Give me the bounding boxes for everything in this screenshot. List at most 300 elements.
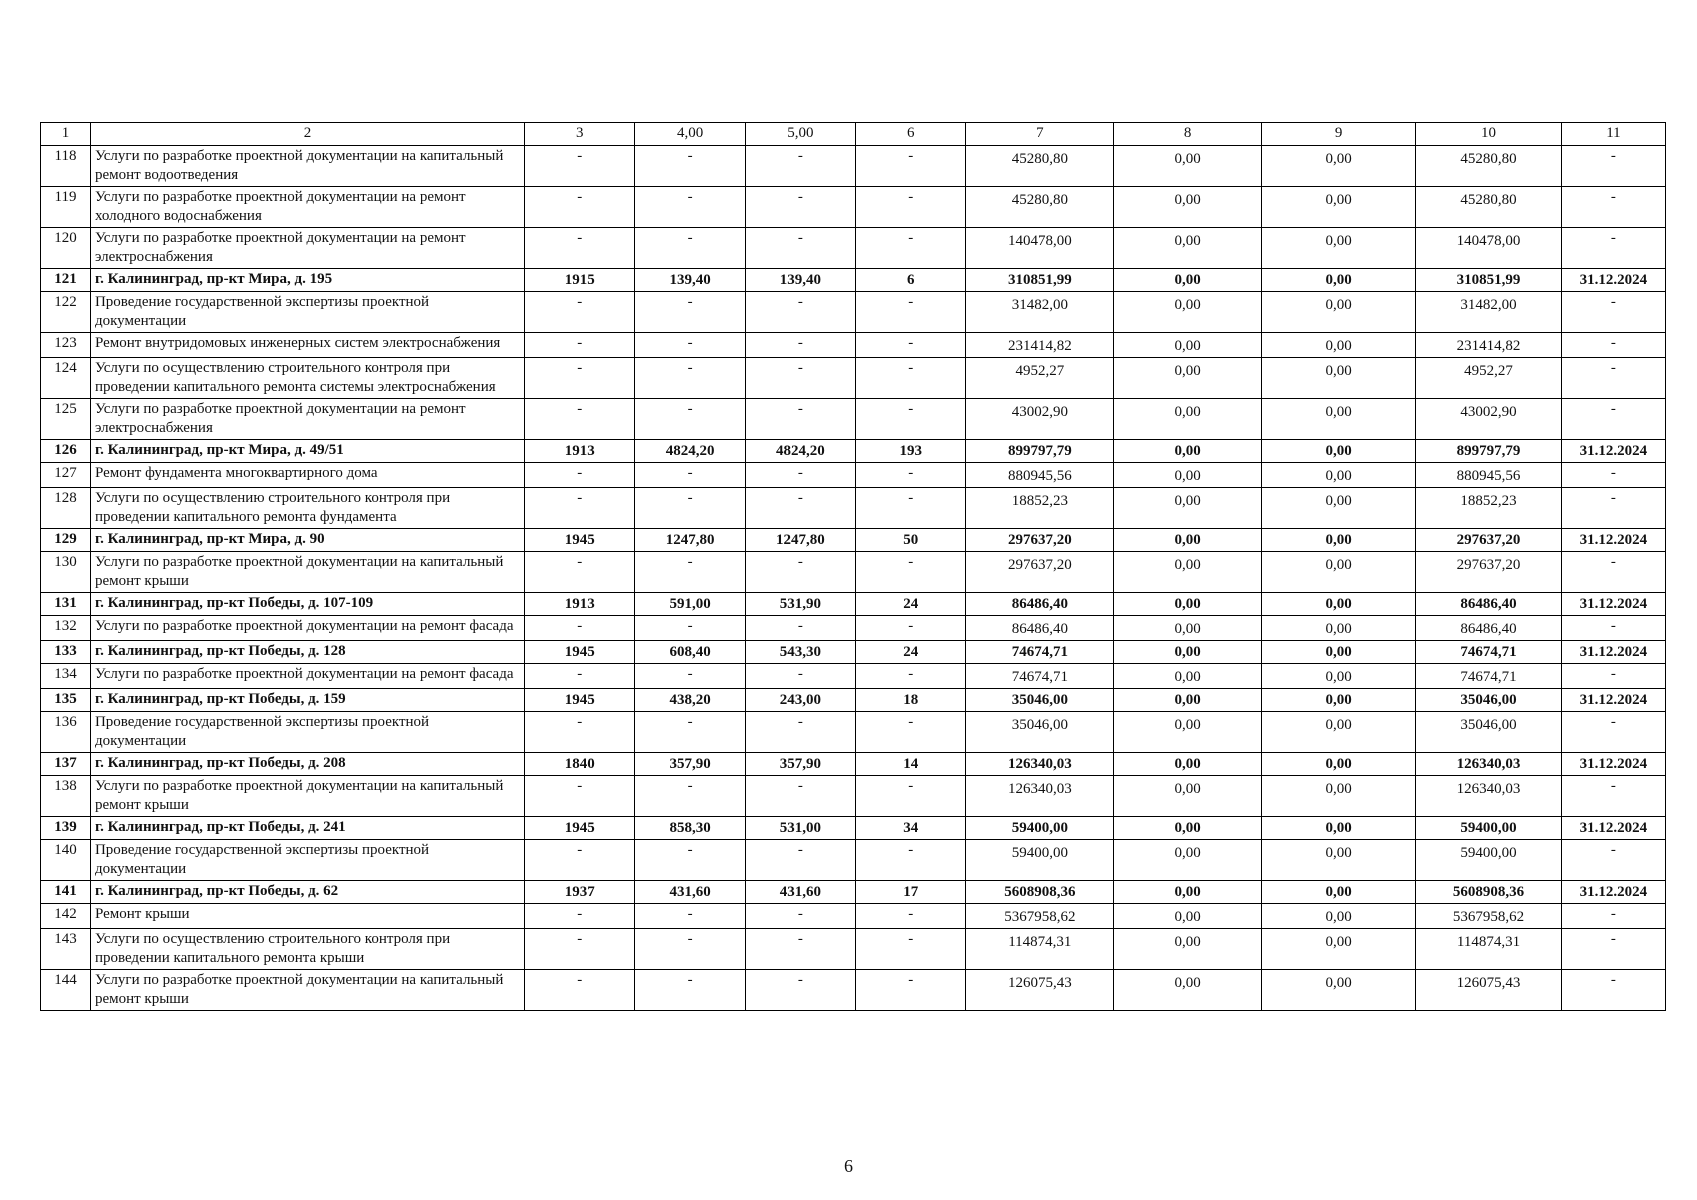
cost-owner-cell: 35046,00: [1416, 689, 1562, 712]
cost-fund-cell: 0,00: [1114, 552, 1262, 593]
residents-cell: -: [856, 664, 966, 689]
cost-fund-cell: 0,00: [1114, 689, 1262, 712]
cost-other-cell: 0,00: [1262, 881, 1416, 904]
area-living-cell: 431,60: [745, 881, 855, 904]
cost-fund-cell: 0,00: [1114, 817, 1262, 840]
column-number-row: [41, 123, 1666, 146]
row-number: 122: [41, 292, 91, 333]
area-total-cell: -: [635, 552, 745, 593]
work-row: [41, 333, 1666, 358]
cost-owner-cell: 45280,80: [1416, 146, 1562, 187]
area-total-cell: 1247,80: [635, 529, 745, 552]
area-total-cell: -: [635, 333, 745, 358]
address-row: [41, 440, 1666, 463]
header-cell: 6: [856, 123, 966, 146]
year-cell: -: [525, 929, 635, 970]
area-living-cell: 139,40: [745, 269, 855, 292]
cost-owner-cell: 18852,23: [1416, 488, 1562, 529]
header-cell: 4,00: [635, 123, 745, 146]
cost-total-cell: 297637,20: [966, 552, 1114, 593]
residents-cell: -: [856, 187, 966, 228]
row-number: 124: [41, 358, 91, 399]
row-number: 136: [41, 712, 91, 753]
area-living-cell: -: [745, 292, 855, 333]
area-total-cell: -: [635, 776, 745, 817]
year-cell: 1945: [525, 529, 635, 552]
row-number: 127: [41, 463, 91, 488]
cost-total-cell: 59400,00: [966, 840, 1114, 881]
row-number: 131: [41, 593, 91, 616]
area-living-cell: 531,00: [745, 817, 855, 840]
cost-fund-cell: 0,00: [1114, 641, 1262, 664]
residents-cell: -: [856, 228, 966, 269]
work-row: [41, 399, 1666, 440]
cost-owner-cell: 59400,00: [1416, 840, 1562, 881]
area-living-cell: 531,90: [745, 593, 855, 616]
year-cell: 1937: [525, 881, 635, 904]
row-name: Услуги по разработке проектной документации на ремонт фасада: [90, 616, 524, 641]
cost-owner-cell: 114874,31: [1416, 929, 1562, 970]
cost-other-cell: 0,00: [1262, 970, 1416, 1011]
header-cell: 10: [1416, 123, 1562, 146]
cost-fund-cell: 0,00: [1114, 970, 1262, 1011]
address-row: [41, 753, 1666, 776]
cost-total-cell: 114874,31: [966, 929, 1114, 970]
header-cell: 1: [41, 123, 91, 146]
cost-other-cell: 0,00: [1262, 228, 1416, 269]
row-number: 128: [41, 488, 91, 529]
deadline-cell: -: [1561, 333, 1665, 358]
cost-total-cell: 899797,79: [966, 440, 1114, 463]
area-total-cell: -: [635, 616, 745, 641]
area-total-cell: -: [635, 187, 745, 228]
address-row: [41, 817, 1666, 840]
residents-cell: -: [856, 840, 966, 881]
cost-total-cell: 126340,03: [966, 776, 1114, 817]
cost-owner-cell: 59400,00: [1416, 817, 1562, 840]
cost-fund-cell: 0,00: [1114, 881, 1262, 904]
area-total-cell: 4824,20: [635, 440, 745, 463]
row-number: 140: [41, 840, 91, 881]
residents-cell: 24: [856, 593, 966, 616]
register-body: [41, 123, 1666, 1011]
deadline-cell: -: [1561, 463, 1665, 488]
cost-total-cell: 231414,82: [966, 333, 1114, 358]
row-number: 119: [41, 187, 91, 228]
area-total-cell: -: [635, 358, 745, 399]
residents-cell: -: [856, 712, 966, 753]
register-table: [40, 122, 1666, 1011]
row-name: г. Калининград, пр-кт Победы, д. 241: [90, 817, 524, 840]
work-row: [41, 776, 1666, 817]
residents-cell: -: [856, 904, 966, 929]
area-total-cell: 858,30: [635, 817, 745, 840]
cost-fund-cell: 0,00: [1114, 228, 1262, 269]
header-cell: 8: [1114, 123, 1262, 146]
cost-owner-cell: 126340,03: [1416, 753, 1562, 776]
year-cell: -: [525, 187, 635, 228]
address-row: [41, 593, 1666, 616]
cost-owner-cell: 899797,79: [1416, 440, 1562, 463]
work-row: [41, 187, 1666, 228]
area-living-cell: -: [745, 929, 855, 970]
row-number: 142: [41, 904, 91, 929]
row-name: Услуги по разработке проектной документации на ремонт фасада: [90, 664, 524, 689]
residents-cell: 18: [856, 689, 966, 712]
row-name: Услуги по разработке проектной документации на капитальный ремонт крыши: [90, 552, 524, 593]
deadline-cell: -: [1561, 929, 1665, 970]
area-total-cell: -: [635, 463, 745, 488]
row-name: Проведение государственной экспертизы проектной документации: [90, 292, 524, 333]
cost-total-cell: 140478,00: [966, 228, 1114, 269]
deadline-cell: -: [1561, 616, 1665, 641]
row-name: Услуги по разработке проектной документации на ремонт электроснабжения: [90, 399, 524, 440]
residents-cell: 24: [856, 641, 966, 664]
row-name: Услуги по разработке проектной документации на капитальный ремонт водоотведения: [90, 146, 524, 187]
address-row: [41, 641, 1666, 664]
residents-cell: -: [856, 292, 966, 333]
cost-owner-cell: 31482,00: [1416, 292, 1562, 333]
work-row: [41, 712, 1666, 753]
cost-other-cell: 0,00: [1262, 529, 1416, 552]
cost-owner-cell: 35046,00: [1416, 712, 1562, 753]
cost-owner-cell: 5367958,62: [1416, 904, 1562, 929]
row-name: Услуги по разработке проектной документации на капитальный ремонт крыши: [90, 970, 524, 1011]
area-total-cell: 591,00: [635, 593, 745, 616]
cost-fund-cell: 0,00: [1114, 753, 1262, 776]
row-number: 118: [41, 146, 91, 187]
area-living-cell: -: [745, 399, 855, 440]
row-number: 135: [41, 689, 91, 712]
row-name: г. Калининград, пр-кт Победы, д. 107-109: [90, 593, 524, 616]
row-name: Услуги по осуществлению строительного контроля при проведении капитального ремонта фундамента: [90, 488, 524, 529]
area-living-cell: 243,00: [745, 689, 855, 712]
cost-owner-cell: 43002,90: [1416, 399, 1562, 440]
cost-owner-cell: 45280,80: [1416, 187, 1562, 228]
cost-owner-cell: 140478,00: [1416, 228, 1562, 269]
row-number: 129: [41, 529, 91, 552]
cost-total-cell: 86486,40: [966, 593, 1114, 616]
deadline-cell: -: [1561, 292, 1665, 333]
cost-other-cell: 0,00: [1262, 488, 1416, 529]
area-total-cell: -: [635, 840, 745, 881]
deadline-cell: 31.12.2024: [1561, 593, 1665, 616]
cost-other-cell: 0,00: [1262, 840, 1416, 881]
cost-total-cell: 74674,71: [966, 664, 1114, 689]
row-number: 138: [41, 776, 91, 817]
year-cell: -: [525, 399, 635, 440]
area-living-cell: -: [745, 776, 855, 817]
residents-cell: -: [856, 358, 966, 399]
year-cell: -: [525, 970, 635, 1011]
cost-other-cell: 0,00: [1262, 689, 1416, 712]
residents-cell: 6: [856, 269, 966, 292]
cost-total-cell: 31482,00: [966, 292, 1114, 333]
area-total-cell: 431,60: [635, 881, 745, 904]
residents-cell: -: [856, 146, 966, 187]
deadline-cell: 31.12.2024: [1561, 440, 1665, 463]
area-total-cell: -: [635, 929, 745, 970]
residents-cell: 34: [856, 817, 966, 840]
residents-cell: 50: [856, 529, 966, 552]
cost-total-cell: 45280,80: [966, 146, 1114, 187]
deadline-cell: 31.12.2024: [1561, 881, 1665, 904]
row-name: г. Калининград, пр-кт Мира, д. 49/51: [90, 440, 524, 463]
cost-owner-cell: 86486,40: [1416, 593, 1562, 616]
area-total-cell: -: [635, 228, 745, 269]
area-total-cell: -: [635, 712, 745, 753]
cost-fund-cell: 0,00: [1114, 269, 1262, 292]
area-total-cell: -: [635, 146, 745, 187]
area-living-cell: -: [745, 463, 855, 488]
year-cell: 1913: [525, 593, 635, 616]
row-name: Ремонт крыши: [90, 904, 524, 929]
deadline-cell: -: [1561, 712, 1665, 753]
cost-total-cell: 45280,80: [966, 187, 1114, 228]
row-number: 121: [41, 269, 91, 292]
cost-fund-cell: 0,00: [1114, 463, 1262, 488]
residents-cell: -: [856, 488, 966, 529]
cost-other-cell: 0,00: [1262, 593, 1416, 616]
row-number: 134: [41, 664, 91, 689]
row-name: г. Калининград, пр-кт Победы, д. 159: [90, 689, 524, 712]
deadline-cell: -: [1561, 399, 1665, 440]
cost-fund-cell: 0,00: [1114, 712, 1262, 753]
residents-cell: 17: [856, 881, 966, 904]
deadline-cell: -: [1561, 776, 1665, 817]
residents-cell: -: [856, 399, 966, 440]
header-cell: 11: [1561, 123, 1665, 146]
row-number: 141: [41, 881, 91, 904]
cost-owner-cell: 297637,20: [1416, 552, 1562, 593]
header-cell: 2: [90, 123, 524, 146]
row-name: Ремонт фундамента многоквартирного дома: [90, 463, 524, 488]
row-number: 130: [41, 552, 91, 593]
cost-other-cell: 0,00: [1262, 399, 1416, 440]
area-living-cell: -: [745, 840, 855, 881]
address-row: [41, 689, 1666, 712]
work-row: [41, 292, 1666, 333]
work-row: [41, 488, 1666, 529]
deadline-cell: 31.12.2024: [1561, 529, 1665, 552]
cost-total-cell: 18852,23: [966, 488, 1114, 529]
cost-total-cell: 880945,56: [966, 463, 1114, 488]
year-cell: -: [525, 358, 635, 399]
row-name: г. Калининград, пр-кт Мира, д. 90: [90, 529, 524, 552]
deadline-cell: -: [1561, 552, 1665, 593]
cost-other-cell: 0,00: [1262, 552, 1416, 593]
area-living-cell: -: [745, 616, 855, 641]
area-living-cell: -: [745, 904, 855, 929]
cost-owner-cell: 310851,99: [1416, 269, 1562, 292]
area-living-cell: -: [745, 970, 855, 1011]
deadline-cell: 31.12.2024: [1561, 817, 1665, 840]
cost-total-cell: 4952,27: [966, 358, 1114, 399]
row-number: 123: [41, 333, 91, 358]
residents-cell: -: [856, 463, 966, 488]
row-name: г. Калининград, пр-кт Победы, д. 62: [90, 881, 524, 904]
cost-total-cell: 86486,40: [966, 616, 1114, 641]
cost-other-cell: 0,00: [1262, 358, 1416, 399]
cost-owner-cell: 4952,27: [1416, 358, 1562, 399]
year-cell: -: [525, 840, 635, 881]
cost-total-cell: 5367958,62: [966, 904, 1114, 929]
year-cell: -: [525, 463, 635, 488]
deadline-cell: -: [1561, 840, 1665, 881]
residents-cell: -: [856, 616, 966, 641]
row-name: г. Калининград, пр-кт Мира, д. 195: [90, 269, 524, 292]
row-number: 132: [41, 616, 91, 641]
year-cell: 1945: [525, 641, 635, 664]
area-living-cell: -: [745, 488, 855, 529]
year-cell: -: [525, 552, 635, 593]
cost-total-cell: 59400,00: [966, 817, 1114, 840]
area-total-cell: 357,90: [635, 753, 745, 776]
work-row: [41, 929, 1666, 970]
year-cell: 1915: [525, 269, 635, 292]
work-row: [41, 146, 1666, 187]
cost-other-cell: 0,00: [1262, 904, 1416, 929]
cost-total-cell: 126075,43: [966, 970, 1114, 1011]
cost-other-cell: 0,00: [1262, 929, 1416, 970]
area-living-cell: -: [745, 358, 855, 399]
cost-total-cell: 43002,90: [966, 399, 1114, 440]
year-cell: -: [525, 292, 635, 333]
work-row: [41, 616, 1666, 641]
cost-other-cell: 0,00: [1262, 440, 1416, 463]
row-name: Проведение государственной экспертизы проектной документации: [90, 840, 524, 881]
area-total-cell: 608,40: [635, 641, 745, 664]
row-number: 137: [41, 753, 91, 776]
year-cell: 1913: [525, 440, 635, 463]
area-living-cell: -: [745, 228, 855, 269]
deadline-cell: -: [1561, 970, 1665, 1011]
deadline-cell: 31.12.2024: [1561, 269, 1665, 292]
row-name: Услуги по осуществлению строительного контроля при проведении капитального ремонта крыши: [90, 929, 524, 970]
cost-owner-cell: 126075,43: [1416, 970, 1562, 1011]
cost-total-cell: 297637,20: [966, 529, 1114, 552]
deadline-cell: -: [1561, 187, 1665, 228]
cost-total-cell: 74674,71: [966, 641, 1114, 664]
cost-fund-cell: 0,00: [1114, 664, 1262, 689]
area-total-cell: -: [635, 292, 745, 333]
row-number: 144: [41, 970, 91, 1011]
cost-other-cell: 0,00: [1262, 187, 1416, 228]
deadline-cell: -: [1561, 358, 1665, 399]
cost-owner-cell: 231414,82: [1416, 333, 1562, 358]
cost-owner-cell: 74674,71: [1416, 664, 1562, 689]
row-number: 133: [41, 641, 91, 664]
row-name: г. Калининград, пр-кт Победы, д. 128: [90, 641, 524, 664]
cost-owner-cell: 86486,40: [1416, 616, 1562, 641]
cost-owner-cell: 880945,56: [1416, 463, 1562, 488]
deadline-cell: -: [1561, 228, 1665, 269]
row-number: 126: [41, 440, 91, 463]
deadline-cell: -: [1561, 664, 1665, 689]
cost-fund-cell: 0,00: [1114, 187, 1262, 228]
cost-fund-cell: 0,00: [1114, 929, 1262, 970]
header-cell: 5,00: [745, 123, 855, 146]
year-cell: -: [525, 776, 635, 817]
cost-owner-cell: 74674,71: [1416, 641, 1562, 664]
row-number: 125: [41, 399, 91, 440]
year-cell: -: [525, 904, 635, 929]
header-cell: 9: [1262, 123, 1416, 146]
area-living-cell: -: [745, 712, 855, 753]
deadline-cell: 31.12.2024: [1561, 641, 1665, 664]
cost-fund-cell: 0,00: [1114, 488, 1262, 529]
year-cell: -: [525, 228, 635, 269]
cost-other-cell: 0,00: [1262, 292, 1416, 333]
residents-cell: -: [856, 552, 966, 593]
area-total-cell: 438,20: [635, 689, 745, 712]
work-row: [41, 970, 1666, 1011]
row-number: 139: [41, 817, 91, 840]
area-living-cell: -: [745, 333, 855, 358]
cost-fund-cell: 0,00: [1114, 333, 1262, 358]
cost-other-cell: 0,00: [1262, 776, 1416, 817]
residents-cell: -: [856, 776, 966, 817]
cost-fund-cell: 0,00: [1114, 292, 1262, 333]
residents-cell: 193: [856, 440, 966, 463]
cost-owner-cell: 126340,03: [1416, 776, 1562, 817]
row-number: 120: [41, 228, 91, 269]
residents-cell: -: [856, 970, 966, 1011]
area-total-cell: -: [635, 664, 745, 689]
row-name: Ремонт внутридомовых инженерных систем электроснабжения: [90, 333, 524, 358]
cost-other-cell: 0,00: [1262, 616, 1416, 641]
area-living-cell: -: [745, 664, 855, 689]
year-cell: 1840: [525, 753, 635, 776]
cost-total-cell: 35046,00: [966, 712, 1114, 753]
row-name: Услуги по разработке проектной документации на капитальный ремонт крыши: [90, 776, 524, 817]
area-living-cell: 543,30: [745, 641, 855, 664]
cost-other-cell: 0,00: [1262, 146, 1416, 187]
area-total-cell: 139,40: [635, 269, 745, 292]
cost-total-cell: 5608908,36: [966, 881, 1114, 904]
area-living-cell: 1247,80: [745, 529, 855, 552]
cost-other-cell: 0,00: [1262, 269, 1416, 292]
area-total-cell: -: [635, 904, 745, 929]
residents-cell: 14: [856, 753, 966, 776]
cost-fund-cell: 0,00: [1114, 616, 1262, 641]
work-row: [41, 664, 1666, 689]
cost-fund-cell: 0,00: [1114, 840, 1262, 881]
work-row: [41, 840, 1666, 881]
cost-fund-cell: 0,00: [1114, 440, 1262, 463]
row-name: Услуги по разработке проектной документации на ремонт холодного водоснабжения: [90, 187, 524, 228]
cost-total-cell: 35046,00: [966, 689, 1114, 712]
residents-cell: -: [856, 333, 966, 358]
cost-other-cell: 0,00: [1262, 664, 1416, 689]
cost-fund-cell: 0,00: [1114, 358, 1262, 399]
cost-total-cell: 126340,03: [966, 753, 1114, 776]
year-cell: 1945: [525, 817, 635, 840]
year-cell: -: [525, 333, 635, 358]
row-name: г. Калининград, пр-кт Победы, д. 208: [90, 753, 524, 776]
deadline-cell: 31.12.2024: [1561, 689, 1665, 712]
work-row: [41, 358, 1666, 399]
area-living-cell: 4824,20: [745, 440, 855, 463]
page-number: 6: [844, 1156, 853, 1176]
year-cell: -: [525, 488, 635, 529]
cost-fund-cell: 0,00: [1114, 776, 1262, 817]
work-row: [41, 904, 1666, 929]
year-cell: -: [525, 712, 635, 753]
area-living-cell: -: [745, 187, 855, 228]
deadline-cell: -: [1561, 146, 1665, 187]
cost-total-cell: 310851,99: [966, 269, 1114, 292]
